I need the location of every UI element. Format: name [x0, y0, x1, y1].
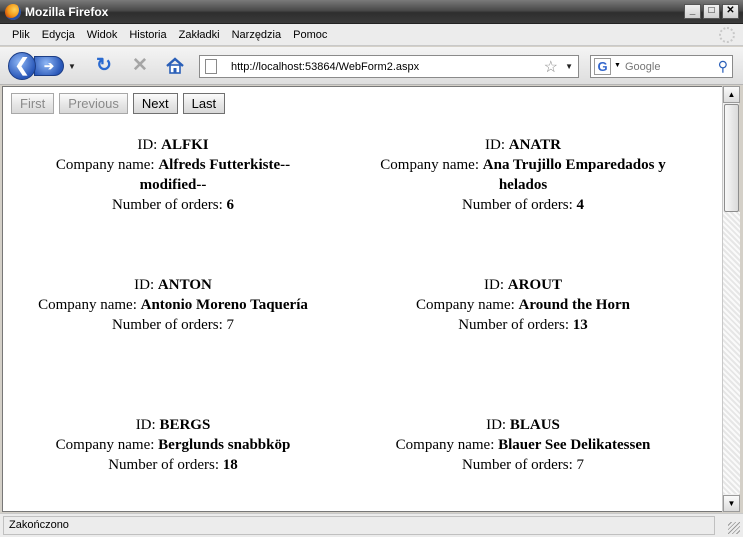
- scroll-down-arrow-icon[interactable]: ▼: [723, 495, 740, 512]
- record-id: ANTON: [157, 277, 212, 293]
- record-orders: 13: [572, 317, 588, 333]
- search-box[interactable]: [590, 55, 733, 78]
- record-blaus: [353, 415, 693, 475]
- company-label: Company name:: [380, 157, 483, 173]
- url-dropdown-icon[interactable]: ▼: [565, 62, 573, 71]
- company-label: Company name:: [55, 157, 159, 173]
- menubar: [0, 24, 743, 46]
- record-company-line: [3, 155, 343, 175]
- menu-historia[interactable]: Historia: [129, 28, 167, 41]
- previous-button[interactable]: Previous: [59, 93, 128, 114]
- record-orders: 7: [226, 317, 235, 333]
- window-controls: [684, 4, 739, 19]
- minimize-button[interactable]: _: [684, 4, 701, 19]
- google-icon[interactable]: G: [594, 58, 611, 75]
- home-icon[interactable]: [164, 56, 186, 78]
- orders-label: Number of orders:: [111, 197, 227, 213]
- record-id: AROUT: [507, 277, 562, 293]
- record-orders-line: [353, 195, 693, 215]
- record-anton: [3, 275, 343, 335]
- page-icon: [205, 59, 217, 74]
- record-company-line: [3, 295, 343, 315]
- record-company-line: [353, 155, 693, 175]
- scroll-track[interactable]: [723, 212, 740, 494]
- company-label: Company name:: [55, 437, 159, 453]
- forward-arrow-icon: ➔: [43, 59, 55, 73]
- menu-narzedzia[interactable]: Narzędzia: [231, 28, 282, 41]
- record-orders-line: [3, 195, 343, 215]
- id-label: ID:: [137, 137, 162, 153]
- activity-throbber-icon: [719, 27, 735, 43]
- record-company-line-2: [3, 175, 343, 195]
- id-label: ID:: [485, 137, 509, 153]
- menu-zakladki[interactable]: Zakładki: [178, 28, 220, 41]
- vertical-scrollbar[interactable]: [722, 86, 739, 512]
- statusbar: [0, 513, 743, 537]
- firefox-logo-icon: [5, 4, 21, 20]
- window-titlebar: [0, 0, 743, 24]
- record-id-line: [3, 275, 343, 295]
- record-orders: 4: [576, 197, 585, 213]
- orders-label: Number of orders:: [461, 457, 577, 473]
- orders-label: Number of orders:: [111, 317, 227, 333]
- pager: [11, 93, 225, 114]
- back-forward-group: [8, 52, 74, 80]
- orders-label: Number of orders:: [108, 457, 223, 473]
- page-content: [2, 86, 723, 512]
- record-company: Antonio Moreno Taquería: [140, 297, 308, 313]
- record-company: Alfreds Futterkiste--: [158, 157, 291, 173]
- record-id: BLAUS: [509, 417, 560, 433]
- record-id: BERGS: [159, 417, 211, 433]
- menu-widok[interactable]: Widok: [86, 28, 118, 41]
- record-bergs: [3, 415, 343, 475]
- record-id: ANATR: [508, 137, 561, 153]
- orders-label: Number of orders:: [458, 317, 573, 333]
- company-label: Company name:: [395, 437, 499, 453]
- record-company: Around the Horn: [518, 297, 630, 313]
- record-orders-line: [3, 455, 343, 475]
- scroll-up-arrow-icon[interactable]: ▲: [723, 86, 740, 103]
- orders-label: Number of orders:: [461, 197, 577, 213]
- record-id-line: [3, 135, 343, 155]
- first-button[interactable]: First: [11, 93, 54, 114]
- record-company-line: [353, 435, 693, 455]
- record-company-line: [3, 435, 343, 455]
- record-company: Berglunds snabbköp: [158, 437, 291, 453]
- record-orders-line: [3, 315, 343, 335]
- record-anatr: [353, 135, 693, 215]
- url-bar[interactable]: [199, 55, 579, 78]
- next-button[interactable]: Next: [133, 93, 178, 114]
- id-label: ID:: [486, 417, 510, 433]
- company-label: Company name:: [416, 297, 519, 313]
- close-button[interactable]: ✕: [722, 4, 739, 19]
- record-orders: 7: [576, 457, 585, 473]
- engine-dropdown-icon[interactable]: ▼: [614, 62, 621, 69]
- status-panel: [3, 516, 715, 535]
- back-arrow-icon: ❮: [14, 55, 30, 75]
- record-orders-line: [353, 315, 693, 335]
- record-company-continued: modified--: [139, 177, 207, 193]
- record-orders: 18: [222, 457, 238, 473]
- menu-pomoc[interactable]: Pomoc: [293, 28, 328, 41]
- window-title: Mozilla Firefox: [25, 5, 109, 19]
- last-button[interactable]: Last: [183, 93, 226, 114]
- record-id: ALFKI: [161, 137, 209, 153]
- record-id-line: [3, 415, 343, 435]
- scroll-thumb[interactable]: [724, 104, 739, 212]
- record-company-line-2: [353, 175, 693, 195]
- id-label: ID:: [134, 277, 158, 293]
- status-text: Zakończono: [9, 519, 69, 531]
- bookmark-star-icon[interactable]: ☆: [543, 59, 558, 76]
- record-company: Ana Trujillo Emparedados y: [482, 157, 666, 173]
- stop-icon[interactable]: ✕: [132, 55, 148, 76]
- forward-button[interactable]: [34, 56, 64, 76]
- record-company-line: [353, 295, 693, 315]
- id-label: ID:: [484, 277, 508, 293]
- id-label: ID:: [135, 417, 160, 433]
- back-button[interactable]: [8, 52, 36, 80]
- menu-plik[interactable]: Plik: [12, 28, 30, 41]
- navigation-toolbar: [0, 47, 743, 85]
- reload-icon[interactable]: ↻: [96, 55, 112, 76]
- company-label: Company name:: [38, 297, 141, 313]
- record-company: Blauer See Delikatessen: [498, 437, 651, 453]
- resize-grip-icon[interactable]: [728, 522, 740, 534]
- record-id-line: [353, 275, 693, 295]
- record-id-line: [353, 135, 693, 155]
- url-text[interactable]: http://localhost:53864/WebForm2.aspx: [231, 61, 420, 73]
- record-orders: 6: [226, 197, 235, 213]
- record-alfki: [3, 135, 343, 215]
- history-dropdown-icon[interactable]: ▼: [68, 62, 76, 71]
- maximize-button[interactable]: □: [703, 4, 720, 19]
- magnifier-icon[interactable]: ⚲: [717, 58, 728, 74]
- search-input[interactable]: [625, 61, 709, 73]
- record-id-line: [353, 415, 693, 435]
- record-arout: [353, 275, 693, 335]
- record-orders-line: [353, 455, 693, 475]
- record-company-continued: helados: [498, 177, 548, 193]
- menu-edycja[interactable]: Edycja: [41, 28, 75, 41]
